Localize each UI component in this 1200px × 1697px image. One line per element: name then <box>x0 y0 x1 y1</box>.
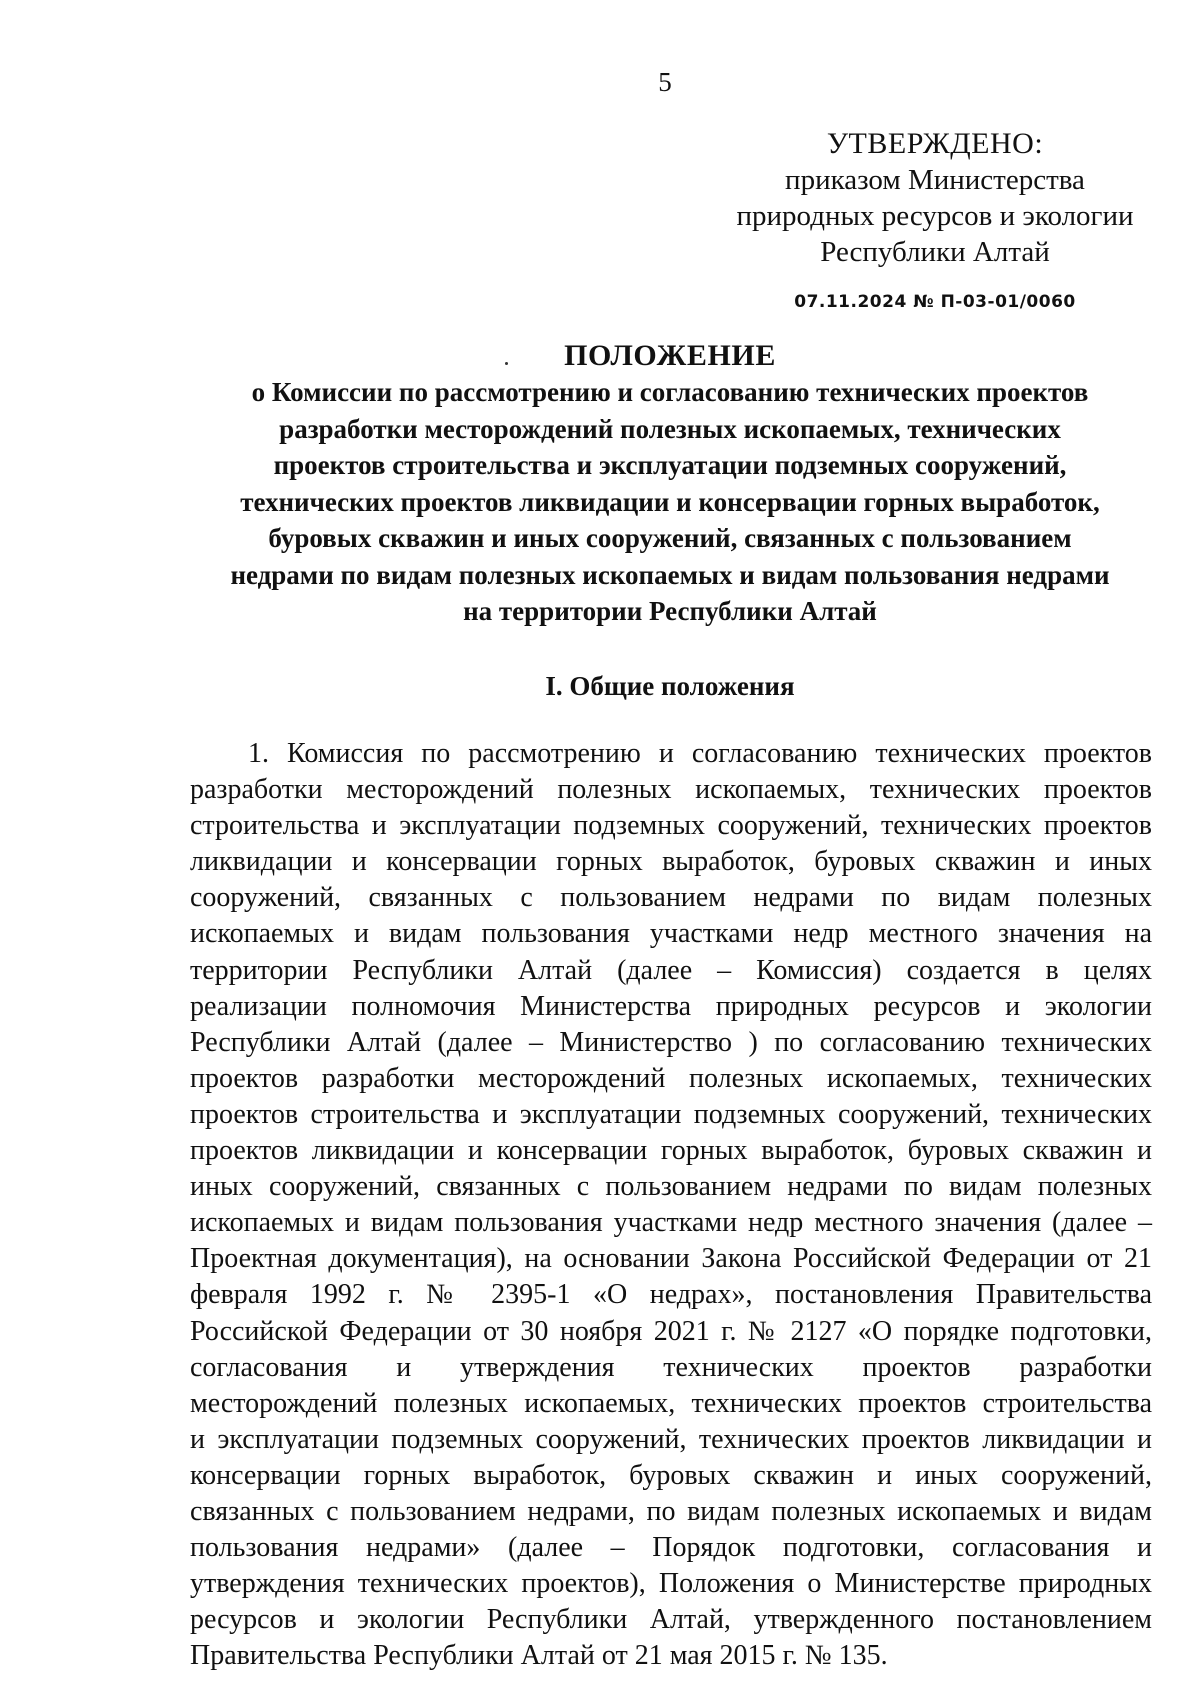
paragraph-line: ресурсов и экологии Республики Алтай, утвержденного постановлением <box>190 1604 1152 1636</box>
paragraph-line: строительства и эксплуатации подземных сооружений, технических проектов <box>190 810 1152 842</box>
document-subtitle <box>175 374 1165 630</box>
paragraph-line: ликвидации и консервации горных выработок, буровых скважин и иных <box>190 846 1152 878</box>
paragraph-line: проектов строительства и эксплуатации подземных сооружений, технических <box>190 1098 1152 1130</box>
approval-heading: УТВЕРЖДЕНО: <box>826 127 1044 160</box>
paragraph-line: Российской Федерации от 30 ноября 2021 г. № 2127 «О порядке подготовки, <box>190 1315 1152 1347</box>
order-number: 07.11.2024 № П-03-01/0060 <box>794 292 1076 312</box>
paragraph-line: консервации горных выработок, буровых скважин и иных сооружений, <box>190 1459 1152 1491</box>
section-heading: I. Общие положения <box>545 671 795 701</box>
subtitle-line: на территории Республики Алтай <box>463 596 877 626</box>
paragraph-line: Проектная документация), на основании Закона Российской Федерации от 21 <box>190 1243 1152 1275</box>
approval-line: Республики Алтай <box>820 236 1050 268</box>
approval-stamp <box>700 126 1170 314</box>
paragraph-line: реализации полномочия Министерства природных ресурсов и экологии <box>190 990 1152 1022</box>
paragraph-line: сооружений, связанных с пользованием недрами по видам полезных <box>190 882 1152 914</box>
paragraph-line: разработки месторождений полезных ископаемых, технических проектов <box>190 774 1152 806</box>
subtitle-line: буровых скважин и иных сооружений, связанных с пользованием <box>268 523 1072 553</box>
paragraph-line: ископаемых и видам пользования участками недр местного значения на <box>190 918 1152 950</box>
page-number: 5 <box>658 67 672 97</box>
paragraph-line: пользования недрами» (далее – Порядок подготовки, согласования и <box>190 1532 1152 1564</box>
paragraph-line: согласования и утверждения технических проектов разработки <box>190 1351 1152 1383</box>
paragraph-line: Республики Алтай (далее – Министерство ) по согласованию технических <box>190 1026 1152 1058</box>
paragraph-line: Правительства Республики Алтай от 21 мая 2015 г. № 135. <box>190 1640 888 1672</box>
paragraph-1 <box>190 736 1152 1674</box>
paragraph-line: 1. Комиссия по рассмотрению и согласованию технических проектов <box>248 738 1152 769</box>
subtitle-line: проектов строительства и эксплуатации подземных сооружений, <box>273 450 1067 480</box>
paragraph-line: проектов ликвидации и консервации горных выработок, буровых скважин и <box>190 1135 1152 1167</box>
paragraph-line: февраля 1992 г. № 2395-1 «О недрах», постановления Правительства <box>190 1279 1152 1311</box>
paragraph-line: месторождений полезных ископаемых, технических проектов строительства <box>190 1387 1152 1419</box>
paragraph-line: связанных с пользованием недрами, по видам полезных ископаемых и видам <box>190 1495 1152 1527</box>
subtitle-line: недрами по видам полезных ископаемых и видам пользования недрами <box>230 559 1110 590</box>
document-title: ПОЛОЖЕНИЕ <box>564 339 776 372</box>
approval-line: приказом Министерства <box>785 164 1085 196</box>
paragraph-line: утверждения технических проектов), Положения о Министерстве природных <box>190 1568 1152 1600</box>
paragraph-line: территории Республики Алтай (далее – Комиссия) создается в целях <box>190 954 1152 986</box>
subtitle-line: о Комиссии по рассмотрению и согласованию технических проектов <box>251 377 1089 407</box>
paragraph-line: иных сооружений, связанных с пользованием недрами по видам полезных <box>190 1171 1152 1203</box>
paragraph-line: проектов разработки месторождений полезных ископаемых, технических <box>190 1062 1152 1094</box>
subtitle-line: технических проектов ликвидации и консервации горных выработок, <box>240 486 1100 517</box>
subtitle-line: разработки месторождений полезных ископаемых, технических <box>279 413 1061 444</box>
approval-line: природных ресурсов и экологии <box>736 200 1134 232</box>
paragraph-line: и эксплуатации подземных сооружений, технических проектов ликвидации и <box>190 1423 1152 1455</box>
paragraph-line: ископаемых и видам пользования участками недр местного значения (далее – <box>190 1207 1152 1239</box>
